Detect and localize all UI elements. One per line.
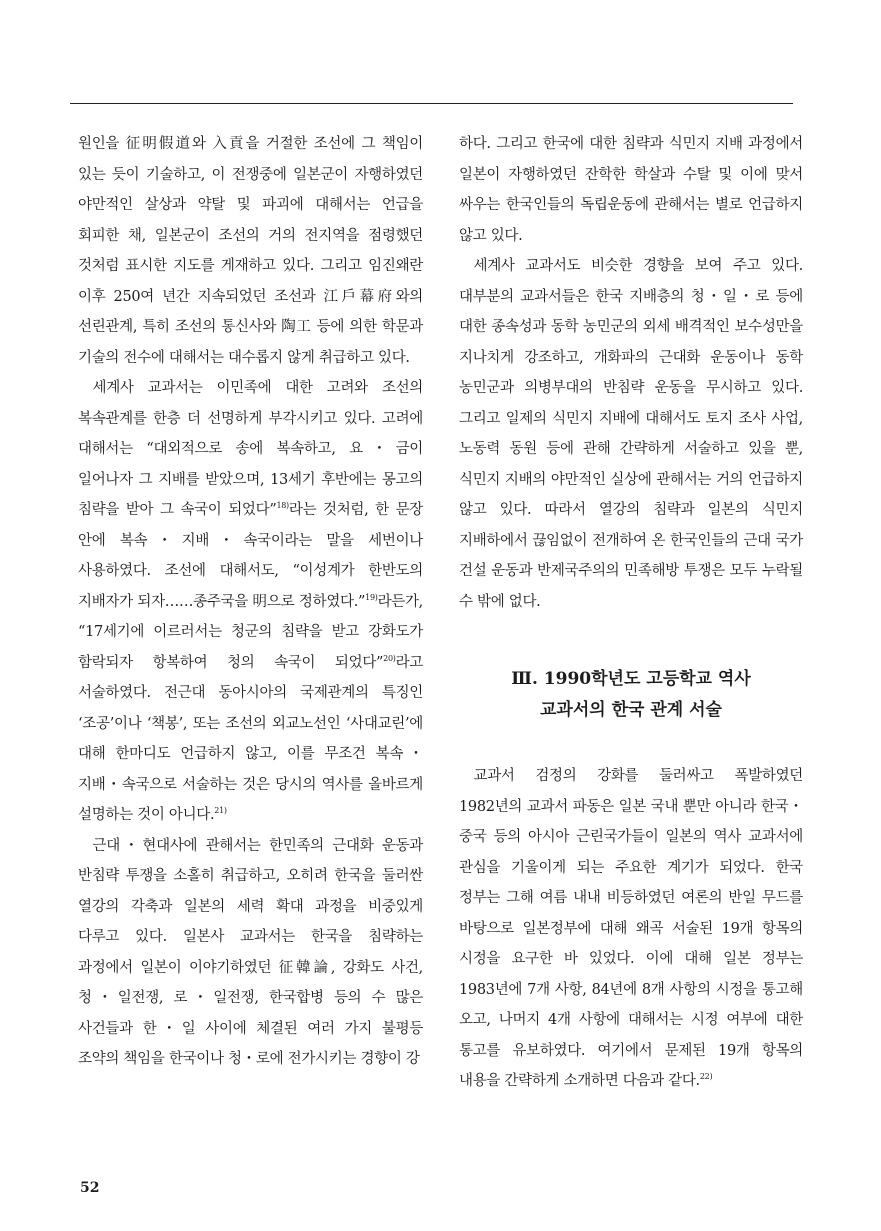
section-heading-line: 교과서의 한국 관계 서술 <box>540 700 722 720</box>
footnote-ref: 21) <box>214 806 227 816</box>
section-heading <box>459 664 803 726</box>
paragraph-text: 교과서 검정의 강화를 둘러싸고 폭발하였던 1982년의 교과서 파동은 일본 국내 뿐만 아니라 한국・중국 등의 아시아 근린국가들이 일본의 역사 교과서에 관심을 기울이게 되는 주요한 계기가 되었다. 한국 정부는 그해 여름 내내 비등하였던 여론의 반일 무드를 바탕으로 일본정부에 대해 왜곡 서술된 19개 항목의 시정을 요구한 바 있었다. 이에 대해 일본 정부는 1983년에 7개 사항, 84년에 8개 사항의 시정을 통고해 오고, 나머지 4개 사항에 대해서는 시정 여부에 대한 통고를 유보하였다. 여기에서 문제된 19개 항목의 내용을 간략하게 소개하면 다음과 같다. <box>459 768 803 1089</box>
paragraph-text: 라든가, “17세기에 이르러서는 청군의 침략을 받고 강화도가 함락되자 항복하여 청의 속국이 되었다” <box>78 593 423 671</box>
right-column <box>459 129 803 1097</box>
header-rule <box>70 103 793 104</box>
paragraph-text: 라고 서술하였다. 전근대 동아시아의 국제관계의 특징인 ‘조공’이나 ‘책봉’, 또는 조선의 외교노선인 ‘사대교린’에 대해 한마디도 언급하지 않고, 이를 무조건 복속・지배・속국으로 서술하는 것은 당시의 역사를 올바르게 설명하는 것이 아니다. <box>78 654 423 823</box>
paragraph: 원인을 征明假道와 入貢을 거절한 조선에 그 책임이 있는 듯이 기술하고, 이 전쟁중에 일본군이 자행하였던 야만적인 살상과 약탈 및 파괴에 대해서는 언급을 회피한 채, 일본군이 조선의 거의 전지역을 점령했던 것처럼 표시한 지도를 게재하고 있다. 그리고 임진왜란 이후 250여 년간 지속되었던 조선과 江戶幕府와의 선린관계, 특히 조선의 통신사와 陶工 등에 의한 학문과 기술의 전수에 대해서는 대수롭지 않게 취급하고 있다. <box>78 136 423 366</box>
section-heading-line: Ⅲ. 1990학년도 고등학교 역사 <box>511 669 751 689</box>
footnote-ref: 18) <box>276 501 289 511</box>
page-number: 52 <box>80 1180 100 1196</box>
footnote-ref: 19) <box>365 592 378 602</box>
paragraph-text: 세계사 교과서는 이민족에 대한 고려와 조선의 복속관계를 한층 더 선명하게 부각시키고 있다. 고려에 대해서는 “대외적으로 송에 복속하고, 요・금이 일어나자 그 지배를 받았으며, 13세기 후반에는 몽고의 침략을 받아 그 속국이 되었다” <box>78 380 423 518</box>
paragraph: 세계사 교과서도 비슷한 경향을 보여 주고 있다. 대부분의 교과서들은 한국 지배층의 청・일・로 등에 대한 종속성과 동학 농민군의 외세 배격적인 보수성만을 지나치게 강조하고, 개화파의 근대화 운동이나 동학 농민군과 의병부대의 반침략 운동을 무시하고 있다. 그리고 일제의 식민지 지배에 대해서도 토지 조사 사업, 노동력 동원 등에 관해 간략하게 서술하고 있을 뿐, 식민지 지배의 야만적인 실상에 관해서는 거의 언급하지 않고 있다. 따라서 열강의 침략과 일본의 식민지 지배하에서 끊임없이 전개하여 온 한국인들의 근대 국가 건설 운동과 반제국주의의 민족해방 투쟁은 모두 누락될 수 밖에 없다. <box>459 258 803 610</box>
paragraph-text: 라는 것처럼, 한 문장 안에 복속・지배・속국이라는 말을 세번이나 사용하였다. 조선에 대해서도, “이성계가 한반도의 지배자가 되자……종주국을 明으로 정하였다.” <box>78 502 423 610</box>
paragraph: 하다. 그리고 한국에 대한 침략과 식민지 지배 과정에서 일본이 자행하였던 잔학한 학살과 수탈 및 이에 맞서 싸우는 한국인들의 독립운동에 관해서는 별로 언급하지 않고 있다. <box>459 136 803 244</box>
left-column <box>78 129 423 1075</box>
paragraph: 근대・현대사에 관해서는 한민족의 근대화 운동과 반침략 투쟁을 소홀히 취급하고, 오히려 한국을 둘러싼 열강의 각축과 일본의 세력 확대 과정을 비중있게 다루고 있다. 일본사 교과서는 한국을 침략하는 과정에서 일본이 이야기하였던 征韓論, 강화도 사건, 청・일전쟁, 로・일전쟁, 한국합병 등의 수 많은 사건들과 한・일 사이에 체결된 여러 가지 불평등 조약의 책임을 한국이나 청・로에 전가시키는 경향이 강 <box>78 837 423 1067</box>
footnote-ref: 22) <box>699 1072 713 1082</box>
paragraph <box>78 373 423 831</box>
footnote-ref: 20) <box>383 653 396 663</box>
paragraph <box>459 761 803 1097</box>
